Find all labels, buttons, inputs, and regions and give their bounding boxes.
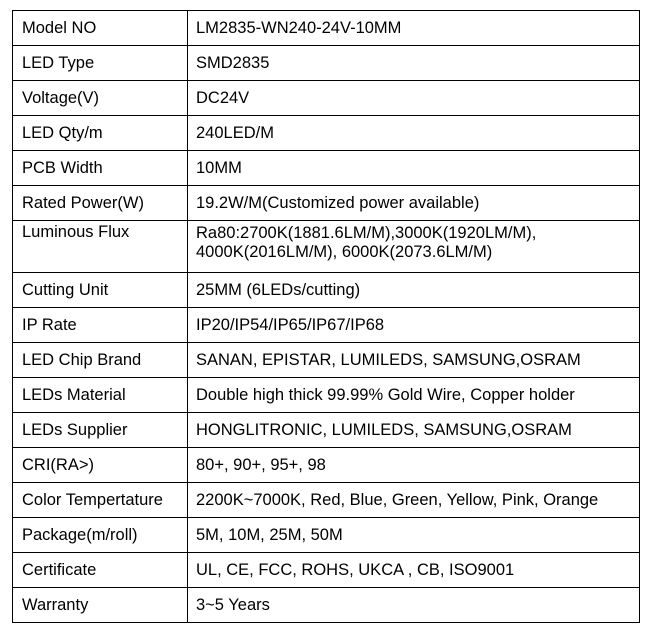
table-row	[13, 343, 640, 378]
spec-value: HONGLITRONIC, LUMILEDS, SAMSUNG,OSRAM	[188, 413, 640, 448]
table-row	[13, 378, 640, 413]
table-row	[13, 273, 640, 308]
spec-label: PCB Width	[13, 151, 188, 186]
table-row	[13, 588, 640, 623]
spec-label: Certificate	[13, 553, 188, 588]
table-row	[13, 448, 640, 483]
spec-value: 25MM (6LEDs/cutting)	[188, 273, 640, 308]
table-row	[13, 553, 640, 588]
spec-value-line: Ra80:2700K(1881.6LM/M),3000K(1920LM/M),	[196, 224, 537, 242]
table-row	[13, 308, 640, 343]
spec-value: LM2835-WN240-24V-10MM	[188, 11, 640, 46]
spec-label: Voltage(V)	[13, 81, 188, 116]
spec-label: LEDs Material	[13, 378, 188, 413]
spec-label: LED Qty/m	[13, 116, 188, 151]
spec-value: 10MM	[188, 151, 640, 186]
table-row	[13, 518, 640, 553]
spec-label: Model NO	[13, 11, 188, 46]
spec-value: 240LED/M	[188, 116, 640, 151]
spec-label: Color Tempertature	[13, 483, 188, 518]
spec-label: Luminous Flux	[13, 221, 188, 273]
spec-label: LED Chip Brand	[13, 343, 188, 378]
spec-label: CRI(RA>)	[13, 448, 188, 483]
spec-value: 2200K~7000K, Red, Blue, Green, Yellow, Pink, Orange	[188, 483, 640, 518]
table-row	[13, 116, 640, 151]
table-row	[13, 151, 640, 186]
spec-table	[12, 10, 640, 623]
spec-label: LED Type	[13, 46, 188, 81]
spec-label: IP Rate	[13, 308, 188, 343]
spec-value: Double high thick 99.99% Gold Wire, Copper holder	[188, 378, 640, 413]
table-row	[13, 11, 640, 46]
table-row	[13, 46, 640, 81]
spec-value	[188, 221, 640, 273]
table-row	[13, 483, 640, 518]
spec-value: 80+, 90+, 95+, 98	[188, 448, 640, 483]
spec-value: DC24V	[188, 81, 640, 116]
spec-label: Cutting Unit	[13, 273, 188, 308]
spec-label: LEDs Supplier	[13, 413, 188, 448]
spec-value: SMD2835	[188, 46, 640, 81]
spec-value: IP20/IP54/IP65/IP67/IP68	[188, 308, 640, 343]
table-row	[13, 413, 640, 448]
spec-value: 3~5 Years	[188, 588, 640, 623]
spec-label: Warranty	[13, 588, 188, 623]
table-row	[13, 221, 640, 273]
table-row	[13, 81, 640, 116]
spec-value: SANAN, EPISTAR, LUMILEDS, SAMSUNG,OSRAM	[188, 343, 640, 378]
spec-value: 19.2W/M(Customized power available)	[188, 186, 640, 221]
spec-label: Rated Power(W)	[13, 186, 188, 221]
spec-value-line: 4000K(2016LM/M), 6000K(2073.6LM/M)	[196, 243, 493, 261]
spec-value: UL, CE, FCC, ROHS, UKCA , CB, ISO9001	[188, 553, 640, 588]
spec-label: Package(m/roll)	[13, 518, 188, 553]
table-row	[13, 186, 640, 221]
spec-value: 5M, 10M, 25M, 50M	[188, 518, 640, 553]
